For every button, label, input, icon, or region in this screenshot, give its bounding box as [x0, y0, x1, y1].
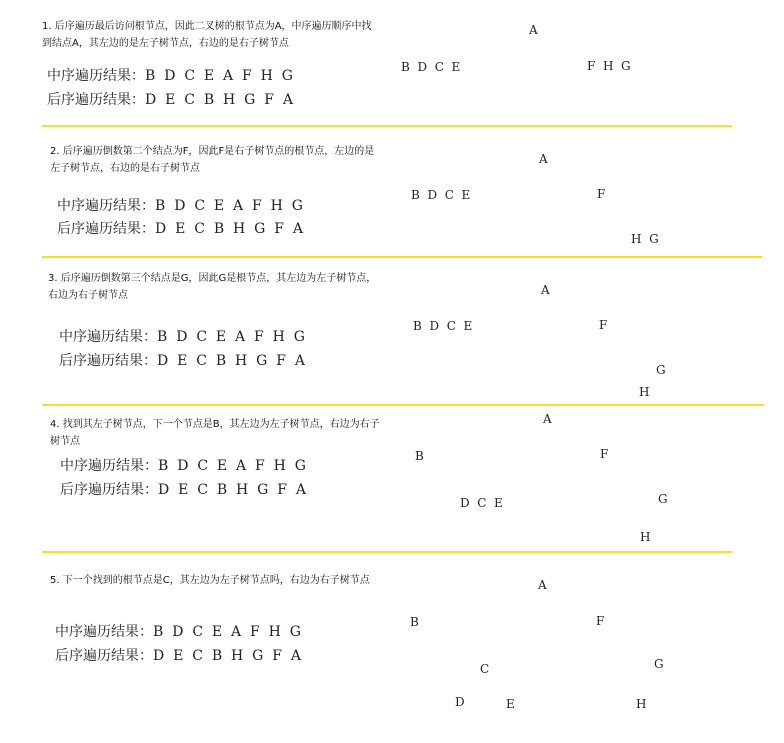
step-5-postorder: 后序遍历结果：D E C B H G F A [55, 648, 301, 664]
step-4-note: 4. 找到其左子树节点，下一个节点是B，其左边为左子树节点，右边为右子树节点 [50, 419, 380, 447]
step-3-note: 3. 后序遍历倒数第三个结点是G，因此G是根节点，其左边为左子树节点，右边为右子树节点 [48, 273, 377, 301]
tree-node-a: A [539, 152, 548, 166]
step-5-note: 5. 下一个找到的根节点是C，其左边为左子树节点吗，右边为右子树节点 [50, 575, 370, 586]
step-3-postorder: 后序遍历结果：D E C B H G F A [59, 353, 305, 369]
tree-node-g: G [656, 363, 666, 377]
tree-node-b: B [415, 449, 424, 463]
tree-node-hg: H G [631, 232, 659, 246]
step-divider [42, 551, 732, 553]
tree-node-f: F [600, 447, 609, 461]
tree-node-f: F [597, 187, 606, 201]
tree-node-h: H [636, 697, 647, 711]
tree-node-e: E [506, 697, 515, 711]
step-5-inorder: 中序遍历结果：B D C E A F H G [55, 624, 301, 640]
tree-node-a: A [538, 578, 547, 592]
step-1-postorder: 后序遍历结果：D E C B H G F A [47, 92, 293, 108]
step-1-inorder: 中序遍历结果：B D C E A F H G [47, 68, 293, 84]
tree-node-left-bdce: B D C E [401, 60, 461, 74]
tree-node-f: F [596, 614, 605, 628]
tree-node-g: G [654, 657, 664, 671]
tree-node-c: C [480, 662, 490, 676]
tree-node-f: F [599, 318, 608, 332]
step-4-inorder: 中序遍历结果：B D C E A F H G [60, 458, 306, 474]
step-1-note: 1. 后序遍历最后访问根节点，因此二叉树的根节点为A，中序遍历顺序中找到结点A，其左边的是左子树节点，右边的是右子树节点 [42, 21, 372, 49]
tree-node-h: H [640, 530, 651, 544]
tree-node-right-fhg: F H G [587, 59, 631, 73]
tree-node-a: A [529, 23, 538, 37]
step-2-note: 2. 后序遍历倒数第二个结点为F，因此F是右子树节点的根节点，左边的是左子树节点，右边的是右子树节点 [50, 146, 375, 174]
step-divider [42, 125, 732, 127]
step-2-inorder: 中序遍历结果：B D C E A F H G [57, 198, 303, 214]
step-4-postorder: 后序遍历结果：D E C B H G F A [60, 482, 306, 498]
step-3-inorder: 中序遍历结果：B D C E A F H G [59, 329, 305, 345]
step-divider [42, 256, 762, 258]
tree-node-dce: D C E [460, 496, 503, 510]
tree-node-a: A [541, 283, 550, 297]
tree-node-a: A [543, 412, 552, 426]
step-2-postorder: 后序遍历结果：D E C B H G F A [57, 221, 303, 237]
tree-node-left-bdce: B D C E [411, 188, 471, 202]
tree-node-h: H [639, 385, 650, 399]
step-divider [42, 404, 764, 406]
tree-node-left-bdce: B D C E [413, 319, 473, 333]
tree-node-d: D [455, 695, 465, 709]
tree-node-b: B [410, 615, 419, 629]
tree-node-g: G [658, 492, 668, 506]
